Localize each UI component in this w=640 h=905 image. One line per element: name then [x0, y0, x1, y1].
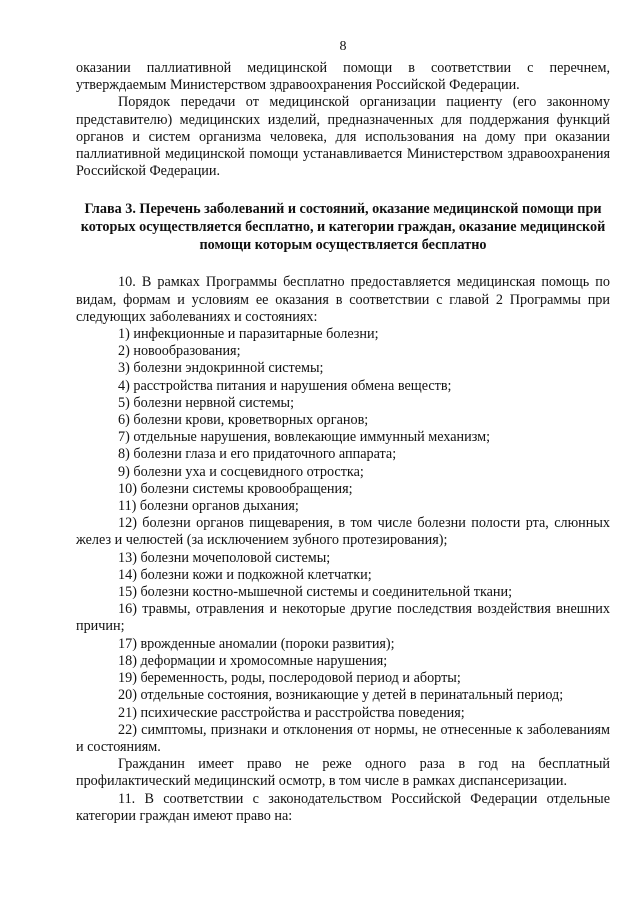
list-item: 18) деформации и хромосомные нарушения;: [118, 652, 388, 669]
list-item: 15) болезни костно-мышечной системы и соединительной ткани;: [118, 584, 513, 601]
list-item: 7) отдельные нарушения, вовлекающие иммунный механизм;: [118, 429, 491, 446]
list-item: 13) болезни мочеполовой системы;: [118, 549, 331, 566]
list-item: 21) психические расстройства и расстройства поведения;: [118, 704, 465, 721]
list-item: 17) врожденные аномалии (пороки развития);: [118, 635, 395, 652]
list-item: 19) беременность, роды, послеродовой период и аборты;: [118, 670, 461, 687]
list-item: 1) инфекционные и паразитарные болезни;: [118, 326, 379, 343]
list-item: 4) расстройства питания и нарушения обмена веществ;: [118, 377, 452, 394]
paragraph-transfer-procedure: Порядок передачи от медицинской организации пациенту (его законному представителю) медицинских изделий, предназначенных для поддержания функций органов и систем организма человека, для использования на дому при оказании паллиативной медицинской помощи устанавливается Министерством здравоохранения Российской Федерации.: [76, 94, 610, 180]
list-item: 22) симптомы, признаки и отклонения от нормы, не отнесенные к заболеваниям и состояниям.: [76, 721, 610, 755]
list-item: 20) отдельные состояния, возникающие у детей в перинатальный период;: [118, 687, 564, 704]
list-item: 16) травмы, отравления и некоторые другие последствия воздействия внешних причин;: [76, 601, 610, 635]
list-item: 2) новообразования;: [118, 343, 241, 360]
list-item: 5) болезни нервной системы;: [118, 394, 295, 411]
checkup-paragraph: Гражданин имеет право не реже одного раза в год на бесплатный профилактический медицинский осмотр, в том числе в рамках диспансеризации.: [76, 756, 610, 790]
list-item: 9) болезни уха и сосцевидного отростка;: [118, 463, 364, 480]
page-number: 8: [339, 39, 347, 54]
section-11-intro: 11. В соответствии с законодательством Российской Федерации отдельные категории граждан имеют право на:: [76, 790, 610, 824]
list-item: 12) болезни органов пищеварения, в том числе болезни полости рта, слюнных желез и челюстей (за исключением зубного протезирования);: [76, 515, 610, 549]
chapter-heading: Глава 3. Перечень заболеваний и состояний, оказание медицинской помощи при которых осуществляется бесплатно, и категории граждан, оказание медицинской помощи которым осуществляется бесплатно: [80, 201, 606, 254]
list-item: 6) болезни крови, кроветворных органов;: [118, 412, 369, 429]
list-item: 8) болезни глаза и его придаточного аппарата;: [118, 446, 397, 463]
conditions-list: [76, 326, 610, 756]
list-item: 11) болезни органов дыхания;: [118, 498, 299, 515]
list-item: 10) болезни системы кровообращения;: [118, 480, 353, 497]
list-item: 14) болезни кожи и подкожной клетчатки;: [118, 566, 372, 583]
section-10-intro: 10. В рамках Программы бесплатно предоставляется медицинская помощь по видам, формам и условиям ее оказания в соответствии с главой 2 Программы при следующих заболеваниях и состояниях:: [76, 274, 610, 325]
paragraph-palliative-list: оказании паллиативной медицинской помощи в соответствии с перечнем, утверждаемым Министерством здравоохранения Российской Федерации.: [76, 60, 610, 94]
list-item: 3) болезни эндокринной системы;: [118, 360, 324, 377]
